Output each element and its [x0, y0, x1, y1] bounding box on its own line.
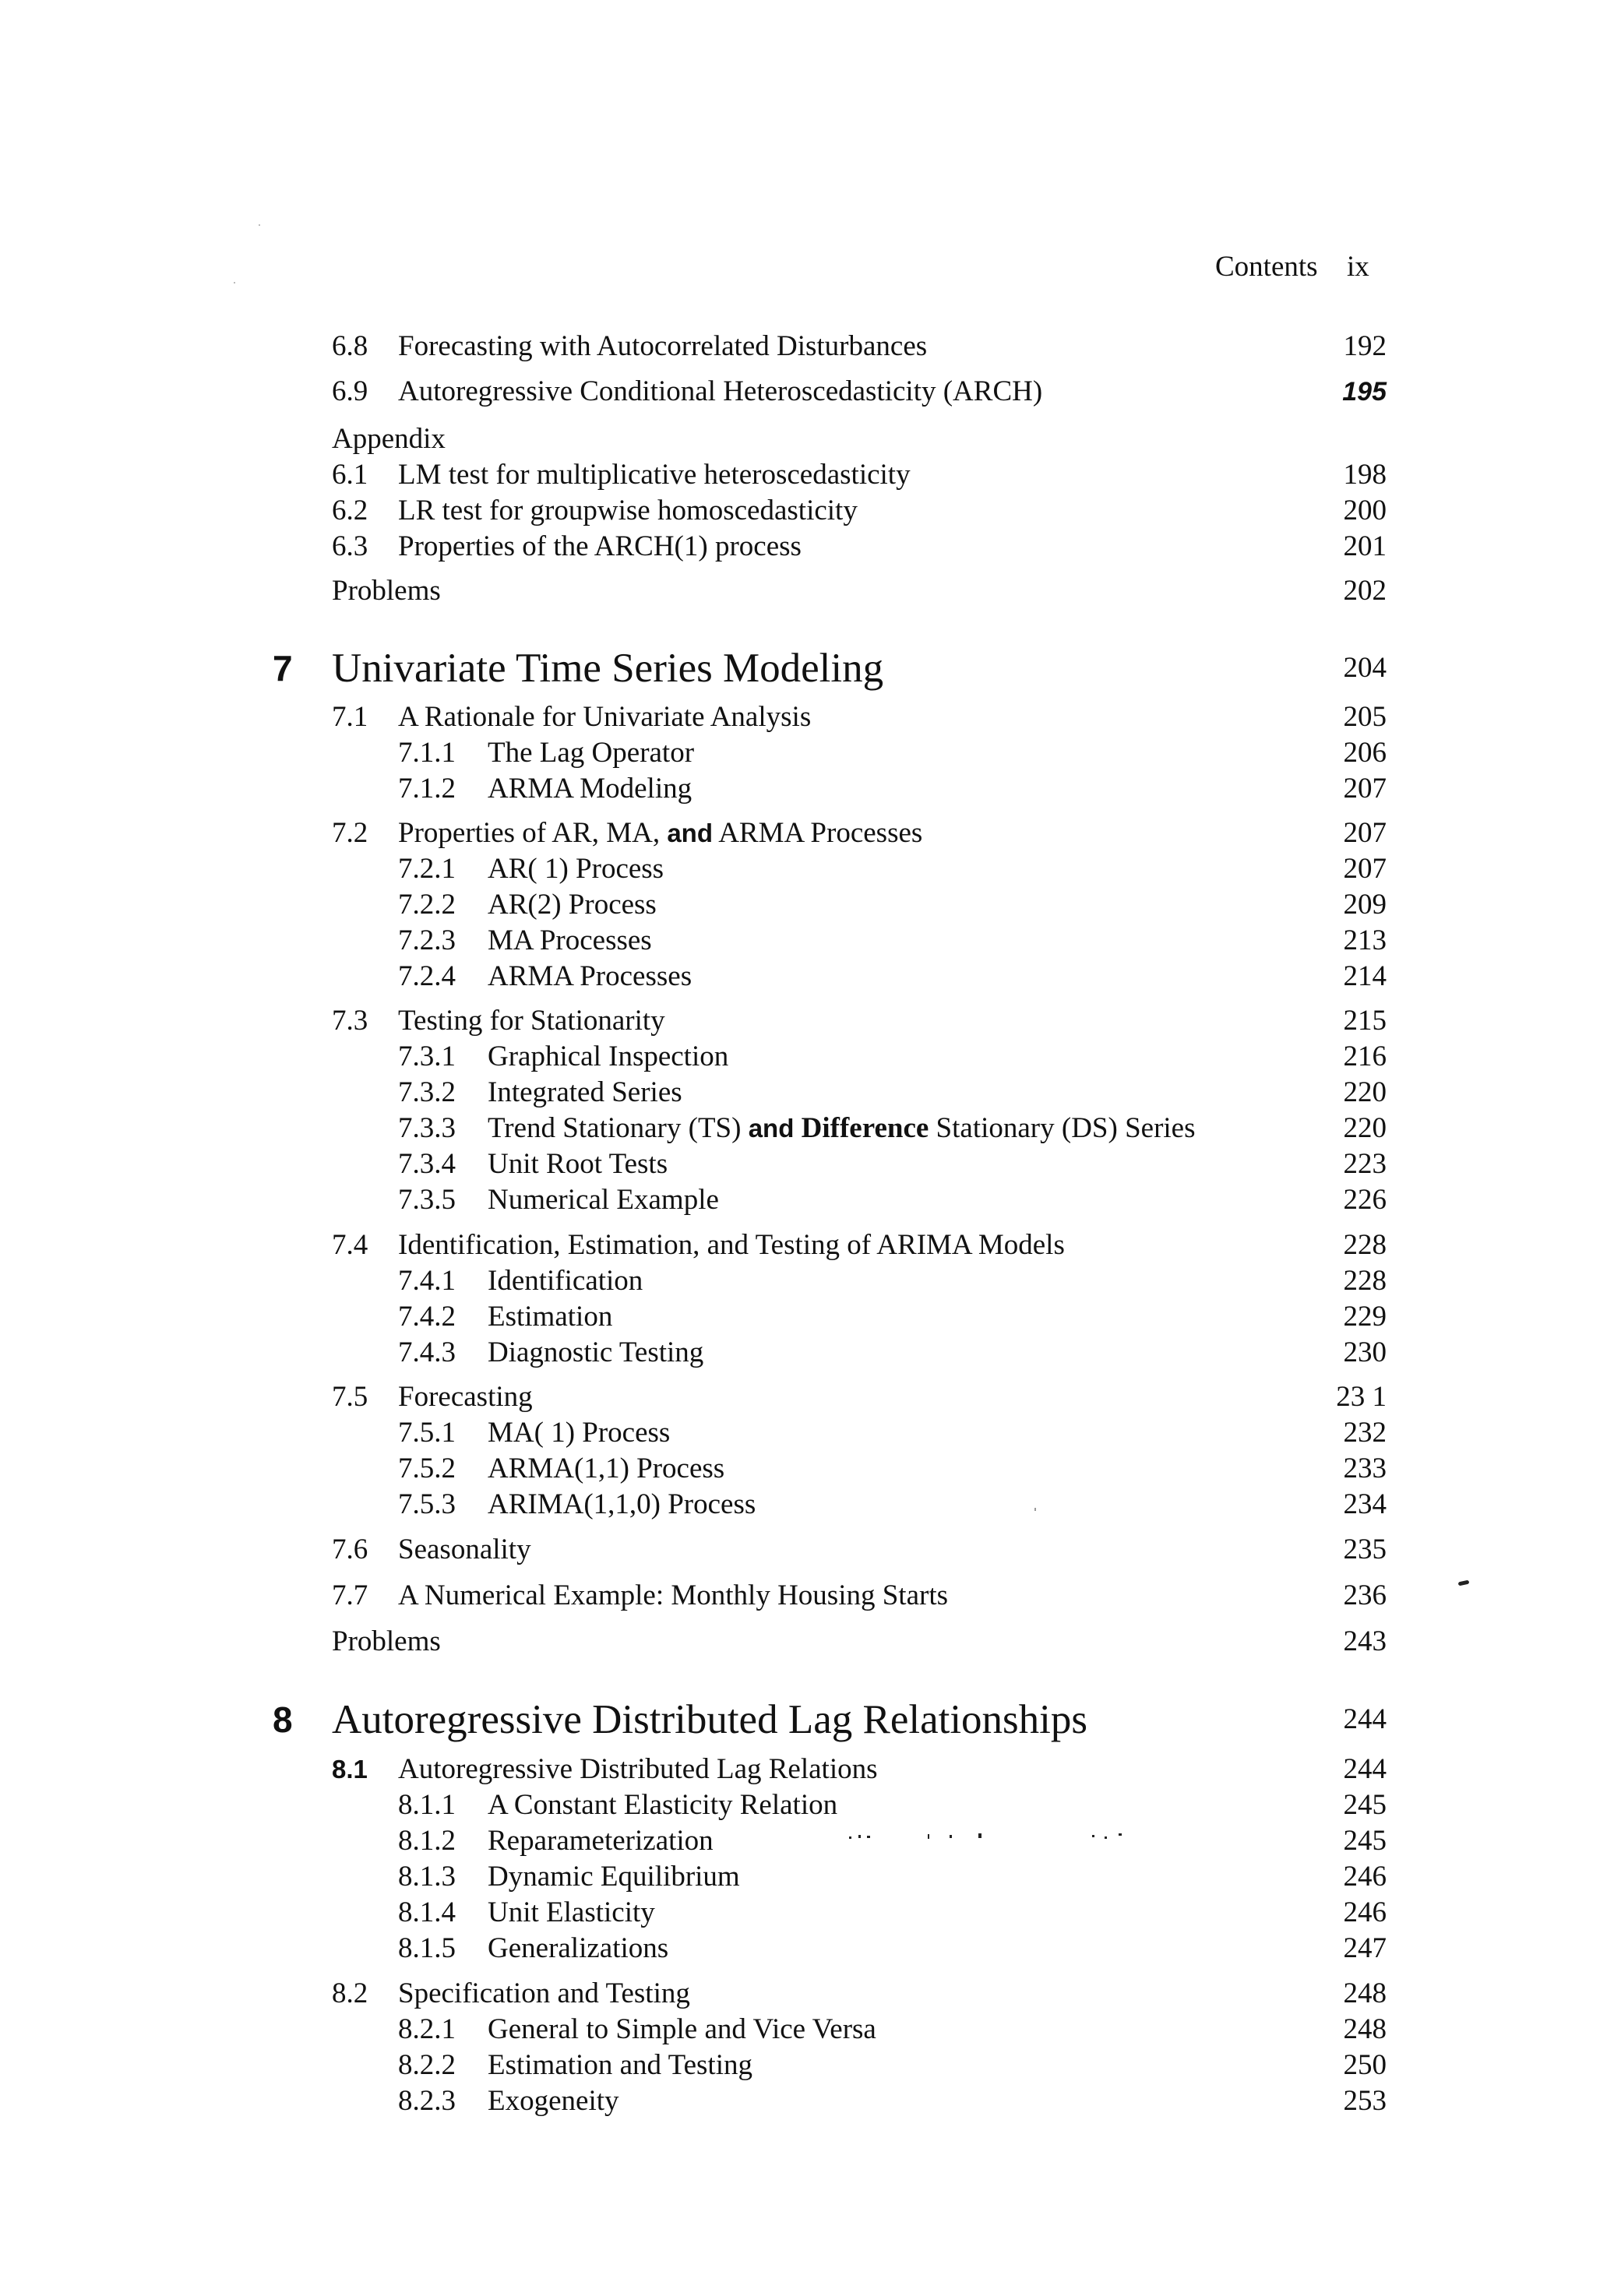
entry-page: 229 [1343, 1301, 1387, 1333]
entry-page: 248 [1343, 2013, 1387, 2045]
toc-entry-7-3-4[interactable] [0, 1146, 1607, 1182]
toc-entry-7-2-4[interactable] [0, 959, 1607, 995]
entry-page: 215 [1343, 1005, 1387, 1037]
entry-title: Properties of the ARCH(1) process [398, 530, 802, 562]
toc-entry-appendix-6-2[interactable] [0, 493, 1607, 529]
scan-speck [867, 1836, 870, 1838]
entry-number: 7.1 [332, 701, 368, 733]
toc-entry-7-5[interactable] [0, 1379, 1607, 1415]
entry-title: Problems [332, 1625, 441, 1657]
entry-title-bold-part: Difference [801, 1112, 929, 1144]
entry-page: 202 [1343, 575, 1387, 607]
entry-title: Exogeneity [488, 2085, 619, 2117]
scan-speck [950, 1835, 952, 1838]
entry-number: 7.4.2 [398, 1301, 456, 1333]
toc-entry-8-1-1[interactable] [0, 1787, 1607, 1823]
entry-title [398, 815, 922, 851]
entry-number: 6.2 [332, 495, 368, 526]
entry-title: MA Processes [488, 924, 652, 956]
chapter-number: 7 [273, 648, 293, 688]
entry-number: 8.2.2 [398, 2049, 456, 2081]
scan-speck [978, 1833, 981, 1838]
toc-entry-8-1-2[interactable] [0, 1823, 1607, 1859]
toc-entry-8-2-1[interactable] [0, 2012, 1607, 2048]
entry-title: Diagnostic Testing [488, 1336, 704, 1368]
toc-entry-6-8[interactable] [0, 329, 1607, 364]
entry-page: 220 [1343, 1076, 1387, 1108]
entry-page: 248 [1343, 1977, 1387, 2009]
toc-entry-7-5-2[interactable] [0, 1451, 1607, 1487]
toc-entry-8-2-3[interactable] [0, 2083, 1607, 2119]
entry-title: Numerical Example [488, 1184, 719, 1216]
entry-page: 192 [1343, 330, 1387, 362]
entry-number: 7.1.2 [398, 773, 456, 805]
entry-number: 8.2 [332, 1977, 368, 2009]
entry-title-bold-part: and [748, 1114, 795, 1143]
entry-title: ARMA Modeling [488, 773, 692, 805]
entry-page: 226 [1343, 1184, 1387, 1216]
entry-number: 6.8 [332, 330, 368, 362]
entry-page: 236 [1343, 1579, 1387, 1611]
toc-entry-8-1-5[interactable] [0, 1931, 1607, 1967]
entry-page: 223 [1343, 1148, 1387, 1180]
entry-title: Forecasting with Autocorrelated Disturbances [398, 330, 928, 362]
entry-number: 7.4.3 [398, 1336, 456, 1368]
entry-title: LR test for groupwise homoscedasticity [398, 495, 858, 526]
entry-number: 7.3.4 [398, 1148, 456, 1180]
entry-page: 207 [1343, 817, 1387, 849]
entry-page: 246 [1343, 1896, 1387, 1928]
entry-title: Reparameterization [488, 1825, 714, 1857]
toc-entry-7-7[interactable] [0, 1578, 1607, 1614]
entry-page: 244 [1343, 1753, 1387, 1785]
entry-number: 7.3.1 [398, 1041, 456, 1072]
toc-entry-problems-7[interactable] [0, 1624, 1607, 1660]
toc-entry-8-1-4[interactable] [0, 1895, 1607, 1931]
entry-title: AR( 1) Process [488, 853, 664, 885]
entry-number: 7.3.5 [398, 1184, 456, 1216]
entry-page: 246 [1343, 1861, 1387, 1893]
entry-number: 6.1 [332, 459, 368, 491]
scan-speck [259, 224, 260, 226]
entry-title: ARMA Processes [488, 960, 692, 992]
entry-page: 232 [1343, 1417, 1387, 1449]
entry-title: Testing for Stationarity [398, 1005, 665, 1037]
entry-number: 6.9 [332, 375, 368, 407]
entry-page: 23 1 [1336, 1381, 1387, 1413]
entry-title: Graphical Inspection [488, 1041, 729, 1072]
entry-title: Unit Root Tests [488, 1148, 668, 1180]
entry-page: 198 [1343, 459, 1387, 491]
toc-entry-7-4[interactable] [0, 1227, 1607, 1263]
entry-number: 7.5.2 [398, 1453, 456, 1484]
entry-title: Unit Elasticity [488, 1896, 655, 1928]
entry-title: Generalizations [488, 1932, 669, 1964]
entry-title: Problems [332, 575, 441, 607]
entry-number: 7.3.2 [398, 1076, 456, 1108]
toc-entry-7-1[interactable] [0, 699, 1607, 735]
entry-page: 253 [1343, 2085, 1387, 2117]
toc-entry-appendix-6-3[interactable] [0, 529, 1607, 565]
entry-number: 7.5.3 [398, 1488, 456, 1520]
entry-page: 201 [1343, 530, 1387, 562]
toc-chapter-7[interactable] [0, 643, 1607, 693]
toc-entry-8-2-2[interactable] [0, 2048, 1607, 2083]
toc-entry-7-4-2[interactable] [0, 1299, 1607, 1335]
entry-page: 195 [1342, 377, 1387, 407]
toc-entry-7-3-3[interactable] [0, 1111, 1607, 1146]
entry-title: LM test for multiplicative heteroscedasticity [398, 459, 911, 491]
entry-page: 200 [1343, 495, 1387, 526]
entry-number: 8.1.5 [398, 1932, 456, 1964]
entry-title: Estimation [488, 1301, 613, 1333]
entry-page: 216 [1343, 1041, 1387, 1072]
toc-entry-6-9[interactable] [0, 374, 1607, 410]
entry-number: 7.3 [332, 1005, 368, 1037]
entry-title: Appendix [332, 423, 446, 455]
entry-page: 247 [1343, 1932, 1387, 1964]
entry-number: 7.5.1 [398, 1417, 456, 1449]
entry-title: Integrated Series [488, 1076, 682, 1108]
entry-title: ARIMA(1,1,0) Process [488, 1488, 756, 1520]
scan-speck [849, 1836, 851, 1839]
entry-number: 8.1 [332, 1755, 368, 1784]
entry-page: 220 [1343, 1112, 1387, 1144]
running-head-title: Contents [1215, 251, 1318, 283]
scan-speck [1034, 1508, 1036, 1511]
entry-number: 7.7 [332, 1579, 368, 1611]
toc-entry-8-1-3[interactable] [0, 1859, 1607, 1895]
entry-page: 207 [1343, 853, 1387, 885]
entry-number: 8.1.2 [398, 1825, 456, 1857]
entry-number: 7.4.1 [398, 1265, 456, 1297]
entry-title: Autoregressive Distributed Lag Relations [398, 1753, 878, 1785]
entry-page: 243 [1343, 1625, 1387, 1657]
entry-title-bold-part: and [667, 819, 713, 847]
entry-number: 7.1.1 [398, 737, 456, 769]
toc-entry-problems-6[interactable] [0, 573, 1607, 609]
entry-page: 233 [1343, 1453, 1387, 1484]
entry-page: 230 [1343, 1336, 1387, 1368]
toc-entry-7-6[interactable] [0, 1532, 1607, 1568]
entry-title: Dynamic Equilibrium [488, 1861, 740, 1893]
entry-page: 235 [1343, 1534, 1387, 1565]
entry-title-part: Trend Stationary (TS) [488, 1112, 749, 1144]
toc-appendix-heading [0, 421, 1607, 457]
toc-entry-7-3-2[interactable] [0, 1075, 1607, 1111]
toc-entry-7-4-3[interactable] [0, 1335, 1607, 1371]
entry-number: 8.1.1 [398, 1789, 456, 1821]
entry-page: 209 [1343, 889, 1387, 921]
chapter-title: Univariate Time Series Modeling [332, 646, 884, 691]
toc-entry-7-5-3[interactable] [0, 1487, 1607, 1523]
entry-number: 7.5 [332, 1381, 368, 1413]
toc-entry-7-5-1[interactable] [0, 1415, 1607, 1451]
entry-page: 205 [1343, 701, 1387, 733]
entry-page: 206 [1343, 737, 1387, 769]
entry-number: 8.1.4 [398, 1896, 456, 1928]
entry-number: 7.2 [332, 817, 368, 849]
entry-number: 6.3 [332, 530, 368, 562]
entry-number: 7.2.4 [398, 960, 456, 992]
entry-title: Forecasting [398, 1381, 533, 1413]
entry-number: 7.6 [332, 1534, 368, 1565]
scan-speck [1092, 1835, 1094, 1837]
entry-number: 8.2.3 [398, 2085, 456, 2117]
scan-speck [1105, 1836, 1107, 1839]
toc-entry-7-2-1[interactable] [0, 851, 1607, 887]
entry-title: Specification and Testing [398, 1977, 690, 2009]
scan-speck [234, 282, 235, 283]
entry-number: 7.3.3 [398, 1112, 456, 1144]
entry-title: General to Simple and Vice Versa [488, 2013, 876, 2045]
entry-page: 207 [1343, 773, 1387, 805]
entry-page: 213 [1343, 924, 1387, 956]
toc-entry-appendix-6-1[interactable] [0, 457, 1607, 493]
entry-title: MA( 1) Process [488, 1417, 671, 1449]
entry-title: Estimation and Testing [488, 2049, 752, 2081]
entry-number: 7.2.3 [398, 924, 456, 956]
entry-title: Identification, Estimation, and Testing of ARIMA Models [398, 1229, 1065, 1261]
chapter-title: Autoregressive Distributed Lag Relationships [332, 1697, 1088, 1742]
scan-speck [858, 1835, 861, 1838]
entry-page: 244 [1343, 1703, 1387, 1735]
toc-entry-7-2[interactable] [0, 815, 1607, 851]
entry-number: 7.2.1 [398, 853, 456, 885]
toc-entry-7-3[interactable] [0, 1003, 1607, 1039]
entry-number: 7.2.2 [398, 889, 456, 921]
entry-number: 8.2.1 [398, 2013, 456, 2045]
entry-page: 250 [1343, 2049, 1387, 2081]
entry-page: 228 [1343, 1265, 1387, 1297]
entry-page: 228 [1343, 1229, 1387, 1261]
scan-speck [1119, 1833, 1122, 1836]
toc-entry-7-3-1[interactable] [0, 1039, 1607, 1075]
toc-entry-7-3-5[interactable] [0, 1182, 1607, 1218]
entry-page: 204 [1343, 652, 1387, 684]
entry-page: 234 [1343, 1488, 1387, 1520]
entry-page: 245 [1343, 1825, 1387, 1857]
entry-title-part [794, 1112, 801, 1144]
entry-title-part: Properties of AR, MA, [398, 817, 668, 849]
chapter-number: 8 [273, 1699, 293, 1740]
toc-chapter-8[interactable] [0, 1695, 1607, 1745]
toc-entry-7-1-2[interactable] [0, 771, 1607, 807]
entry-title: A Numerical Example: Monthly Housing Starts [398, 1579, 948, 1611]
entry-number: 7.4 [332, 1229, 368, 1261]
entry-title-part: ARMA Processes [713, 817, 923, 849]
toc-entry-7-2-2[interactable] [0, 887, 1607, 923]
entry-title: Autoregressive Conditional Heteroscedasticity (ARCH) [398, 375, 1043, 407]
toc-entry-7-4-1[interactable] [0, 1263, 1607, 1299]
entry-title-part: Stationary (DS) Series [929, 1112, 1196, 1144]
entry-title: A Constant Elasticity Relation [488, 1789, 838, 1821]
toc-entry-7-2-3[interactable] [0, 923, 1607, 959]
entry-title: Identification [488, 1265, 643, 1297]
entry-title: AR(2) Process [488, 889, 657, 921]
toc-entry-8-1[interactable] [0, 1752, 1607, 1787]
entry-title: The Lag Operator [488, 737, 695, 769]
scan-speck [928, 1834, 929, 1839]
toc-entry-8-2[interactable] [0, 1976, 1607, 2012]
entry-title: Seasonality [398, 1534, 531, 1565]
entry-page: 214 [1343, 960, 1387, 992]
entry-title: A Rationale for Univariate Analysis [398, 701, 812, 733]
toc-entry-7-1-1[interactable] [0, 735, 1607, 771]
running-head [1215, 248, 1387, 287]
entry-title [488, 1111, 1196, 1146]
entry-page: 245 [1343, 1789, 1387, 1821]
running-head-page-number: ix [1347, 251, 1369, 283]
entry-title: ARMA(1,1) Process [488, 1453, 725, 1484]
entry-number: 8.1.3 [398, 1861, 456, 1893]
